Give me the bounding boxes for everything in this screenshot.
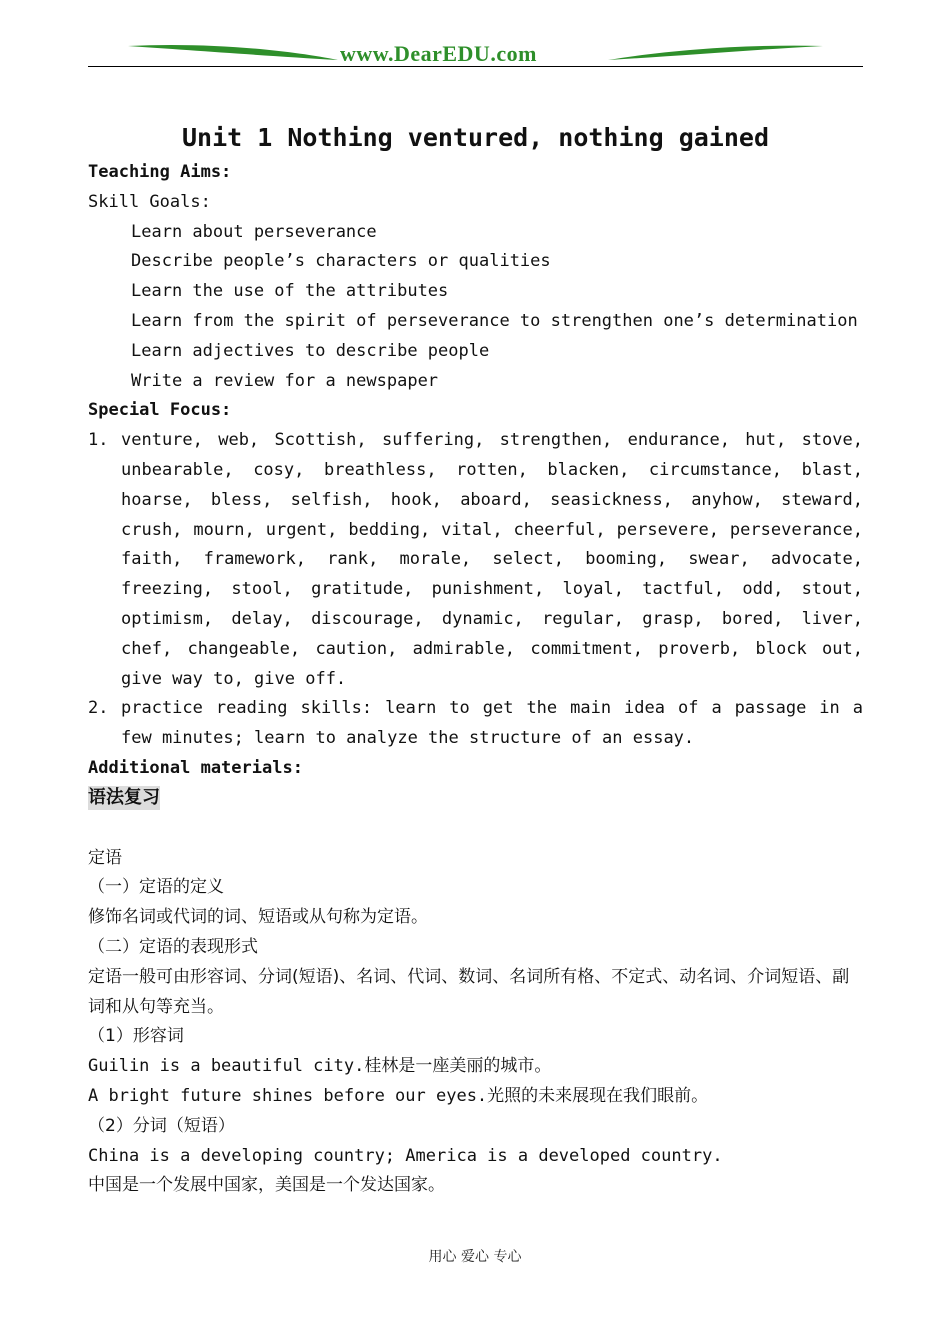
list-text: practice reading skills: learn to get the main idea of a passage in a few minutes; learn to analyze the structure of an essay.	[121, 698, 863, 749]
special-focus-heading: Special Focus:	[88, 400, 232, 421]
additional-materials-heading: Additional materials:	[88, 757, 303, 778]
spacer	[88, 814, 863, 844]
definition-text: 修饰名词或代词的词、短语或从句称为定语。	[88, 907, 428, 928]
skill-goal-item: Describe people’s characters or qualities	[131, 251, 551, 272]
list-text: venture, web, Scottish, suffering, strengthen, endurance, hut, stove, unbearable, cosy, breathless, rotten, blacken, circumstance, blast, hoarse, bless, selfish, hook, aboard, seasickness, anyhow, steward, crush, mourn, urgent, bedding, vital, cheerful, persevere, perseverance, faith, framework, rank, morale, select, booming, swear, advocate, freezing, stool, gratitude, punishment, loyal, tactful, odd, stout, optimism, delay, discourage, dynamic, regular, grasp, bored, liver, chef, changeable, caution, admirable, commitment, proverb, block out, give way to, give off.	[121, 430, 863, 689]
list-number: 1.	[88, 430, 109, 451]
participle-title: （2）分词（短语）	[88, 1115, 235, 1136]
participle-example: China is a developing country; America is a developed country.	[88, 1145, 723, 1166]
page-title: Unit 1 Nothing ventured, nothing gained	[182, 123, 769, 152]
skill-goal-item: Learn the use of the attributes	[131, 281, 449, 302]
site-logo-text: www.DearEDU.com	[340, 41, 537, 66]
skill-goals-heading: Skill Goals:	[88, 191, 211, 212]
teaching-aims-heading: Teaching Aims:	[88, 162, 232, 182]
list-item	[88, 426, 863, 694]
skill-goal-item: Learn from the spirit of perseverance to strengthen one’s determination	[131, 310, 858, 331]
skill-goal-item-wrapped	[88, 307, 863, 337]
skill-goal-item: Write a review for a newspaper	[131, 370, 439, 391]
participle-example-translation: 中国是一个发展中国家，美国是一个发达国家。	[88, 1175, 445, 1196]
skill-goal-item: Learn about perseverance	[131, 221, 377, 242]
forms-title: （二）定语的表现形式	[88, 936, 258, 957]
forms-text: 定语一般可由形容词、分词(短语)、名词、代词、数词、名词所有格、不定式、动名词、介词短语、副词和从句等充当。	[88, 966, 850, 1017]
skill-goal-item: Learn adjectives to describe people	[131, 340, 490, 361]
definition-title: （一）定语的定义	[88, 877, 224, 898]
grammar-heading: 定语	[88, 847, 122, 868]
header-divider	[88, 66, 863, 67]
document-body	[88, 118, 863, 1201]
adjective-example: Guilin is a beautiful city.桂林是一座美丽的城市。	[88, 1056, 552, 1077]
list-item	[88, 694, 863, 754]
adjective-example: A bright future shines before our eyes.光照的未来展现在我们眼前。	[88, 1085, 709, 1106]
adjective-title: （1）形容词	[88, 1026, 184, 1047]
page-footer: 用心 爱心 专心	[428, 1249, 522, 1265]
grammar-review-heading: 语法复习	[88, 786, 160, 808]
list-number: 2.	[88, 698, 109, 719]
